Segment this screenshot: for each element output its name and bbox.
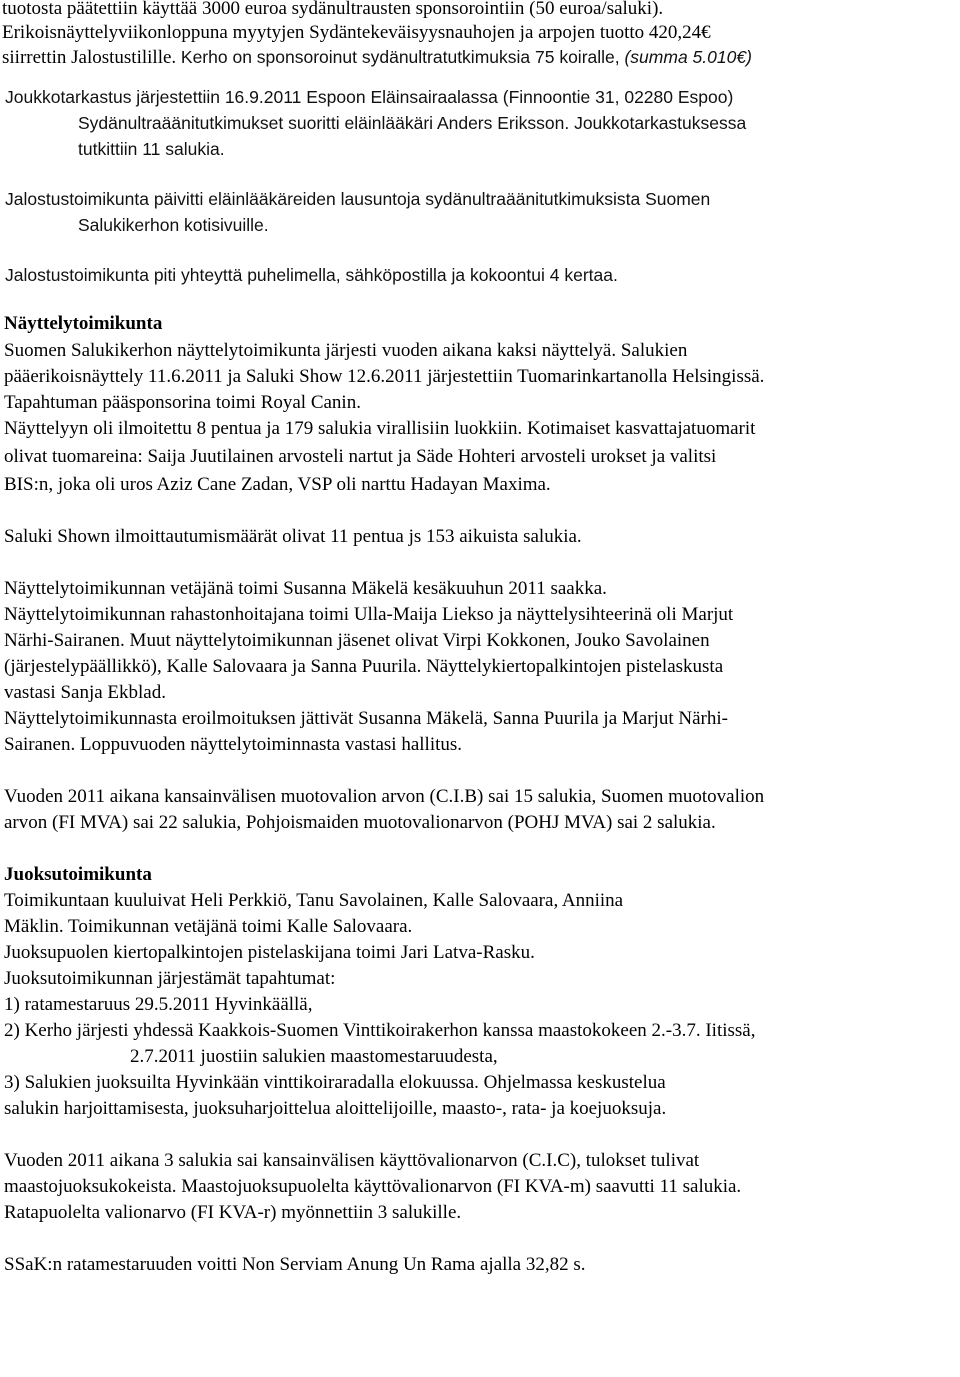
- text-line: Näyttelytoimikunnan vetäjänä toimi Susanna Mäkelä kesäkuuhun 2011 saakka.: [4, 578, 607, 599]
- text-line: tuotosta päätettiin käyttää 3000 euroa sydänultrausten sponsorointiin (50 euroa/saluki).: [2, 0, 664, 19]
- text-line: Erikoisnäyttelyviikonloppuna myytyjen Sydäntekeväisyysnauhojen ja arpojen tuotto 420,24€: [2, 22, 711, 43]
- text-line: Juoksutoimikunnan järjestämät tapahtumat:: [4, 968, 336, 989]
- text-line: Sydänultraäänitutkimukset suoritti eläinlääkäri Anders Eriksson. Joukkotarkastuksessa: [78, 113, 747, 133]
- text-line: Närhi-Sairanen. Muut näyttelytoimikunnan jäsenet olivat Virpi Kokkonen, Jouko Savolainen: [4, 630, 710, 651]
- text-line: arvon (FI MVA) sai 22 salukia, Pohjoismaiden muotovalionarvon (POHJ MVA) sai 2 salukia.: [4, 812, 716, 833]
- text-line: SSaK:n ratamestaruuden voitti Non Serviam Anung Un Rama ajalla 32,82 s.: [4, 1254, 586, 1275]
- text-line: Näyttelytoimikunnasta eroilmoituksen jättivät Susanna Mäkelä, Sanna Puurila ja Marjut Närhi-: [4, 708, 728, 729]
- text-line: Jalostustoimikunta piti yhteyttä puhelimella, sähköpostilla ja kokoontui 4 kertaa.: [5, 265, 618, 285]
- text-line: tutkittiin 11 salukia.: [78, 139, 225, 159]
- text-line: vastasi Sanja Ekblad.: [4, 682, 166, 703]
- text-line: 3) Salukien juoksuilta Hyvinkään vinttikoiraradalla elokuussa. Ohjelmassa keskustelua: [4, 1072, 666, 1093]
- text-line: pääerikoisnäyttely 11.6.2011 ja Saluki Show 12.6.2011 järjestettiin Tuomarinkartanolla Helsingissä.: [4, 366, 765, 387]
- text-line: Sairanen. Loppuvuoden näyttelytoiminnasta vastasi hallitus.: [4, 734, 463, 755]
- text-line: 1) ratamestaruus 29.5.2011 Hyvinkäällä,: [4, 994, 313, 1015]
- text-line: maastojuoksukokeista. Maastojuoksupuolelta käyttövalionarvon (FI KVA-m) saavutti 11 salukia.: [4, 1176, 742, 1197]
- text-line: 2) Kerho järjesti yhdessä Kaakkois-Suomen Vinttikoirakerhon kanssa maastokokeen 2.-3.7. Iitissä,: [4, 1020, 756, 1041]
- text-segment: siirrettin Jalostustilille.: [2, 47, 177, 68]
- text-line: olivat tuomareina: Saija Juutilainen arvosteli nartut ja Säde Hohteri arvosteli urokset ja valitsi: [4, 446, 717, 467]
- text-line: Mäklin. Toimikunnan vetäjänä toimi Kalle Salovaara.: [4, 916, 413, 937]
- text-line: Näyttelytoimikunnan rahastonhoitajana toimi Ulla-Maija Liekso ja näyttelysihteerinä oli Marjut: [4, 604, 734, 625]
- text-line: Vuoden 2011 aikana kansainvälisen muotovalion arvon (C.I.B) sai 15 salukia, Suomen muotovalion: [4, 786, 765, 807]
- text-line: Juoksupuolen kiertopalkintojen pistelaskijana toimi Jari Latva-Rasku.: [4, 942, 535, 963]
- section-heading: Juoksutoimikunta: [4, 864, 152, 885]
- text-line: (järjestelypäällikkö), Kalle Salovaara ja Sanna Puurila. Näyttelykiertopalkintojen pistelaskusta: [4, 656, 724, 677]
- text-line: BIS:n, joka oli uros Aziz Cane Zadan, VSP oli narttu Hadayan Maxima.: [4, 474, 551, 495]
- text-line: Saluki Shown ilmoittautumismäärät olivat 11 pentua js 153 aikuista salukia.: [4, 526, 582, 547]
- text-line: Vuoden 2011 aikana 3 salukia sai kansainvälisen käyttövalionarvon (C.I.C), tulokset tulivat: [4, 1150, 700, 1171]
- text-line: Salukikerhon kotisivuille.: [78, 215, 269, 235]
- text-line: 2.7.2011 juostiin salukien maastomestaruudesta,: [130, 1046, 498, 1067]
- sum-text: (summa 5.010€): [624, 47, 752, 67]
- text-line: Ratapuolelta valionarvo (FI KVA-r) myönnettiin 3 salukille.: [4, 1202, 462, 1223]
- text-line: Joukkotarkastus järjestettiin 16.9.2011 Espoon Eläinsairaalassa (Finnoontie 31, 02280 Espoo): [5, 87, 734, 107]
- text-segment: Kerho on sponsoroinut sydänultratutkimuksia 75 koiralle,: [180, 47, 625, 67]
- text-line: Jalostustoimikunta päivitti eläinlääkäreiden lausuntoja sydänultraäänitutkimuksista Suomen: [5, 189, 711, 209]
- text-line: [2, 46, 752, 68]
- text-line: Suomen Salukikerhon näyttelytoimikunta järjesti vuoden aikana kaksi näyttelyä. Salukien: [4, 340, 688, 361]
- text-line: Tapahtuman pääsponsorina toimi Royal Canin.: [4, 392, 361, 413]
- text-line: Näyttelyyn oli ilmoitettu 8 pentua ja 179 salukia virallisiin luokkiin. Kotimaiset kasvattajatuomarit: [4, 418, 756, 439]
- section-heading: Näyttelytoimikunta: [4, 313, 163, 334]
- text-line: Toimikuntaan kuuluivat Heli Perkkiö, Tanu Savolainen, Kalle Salovaara, Anniina: [4, 890, 624, 911]
- text-line: salukin harjoittamisesta, juoksuharjoittelua aloittelijoille, maasto-, rata- ja koejuoksuja.: [4, 1098, 667, 1119]
